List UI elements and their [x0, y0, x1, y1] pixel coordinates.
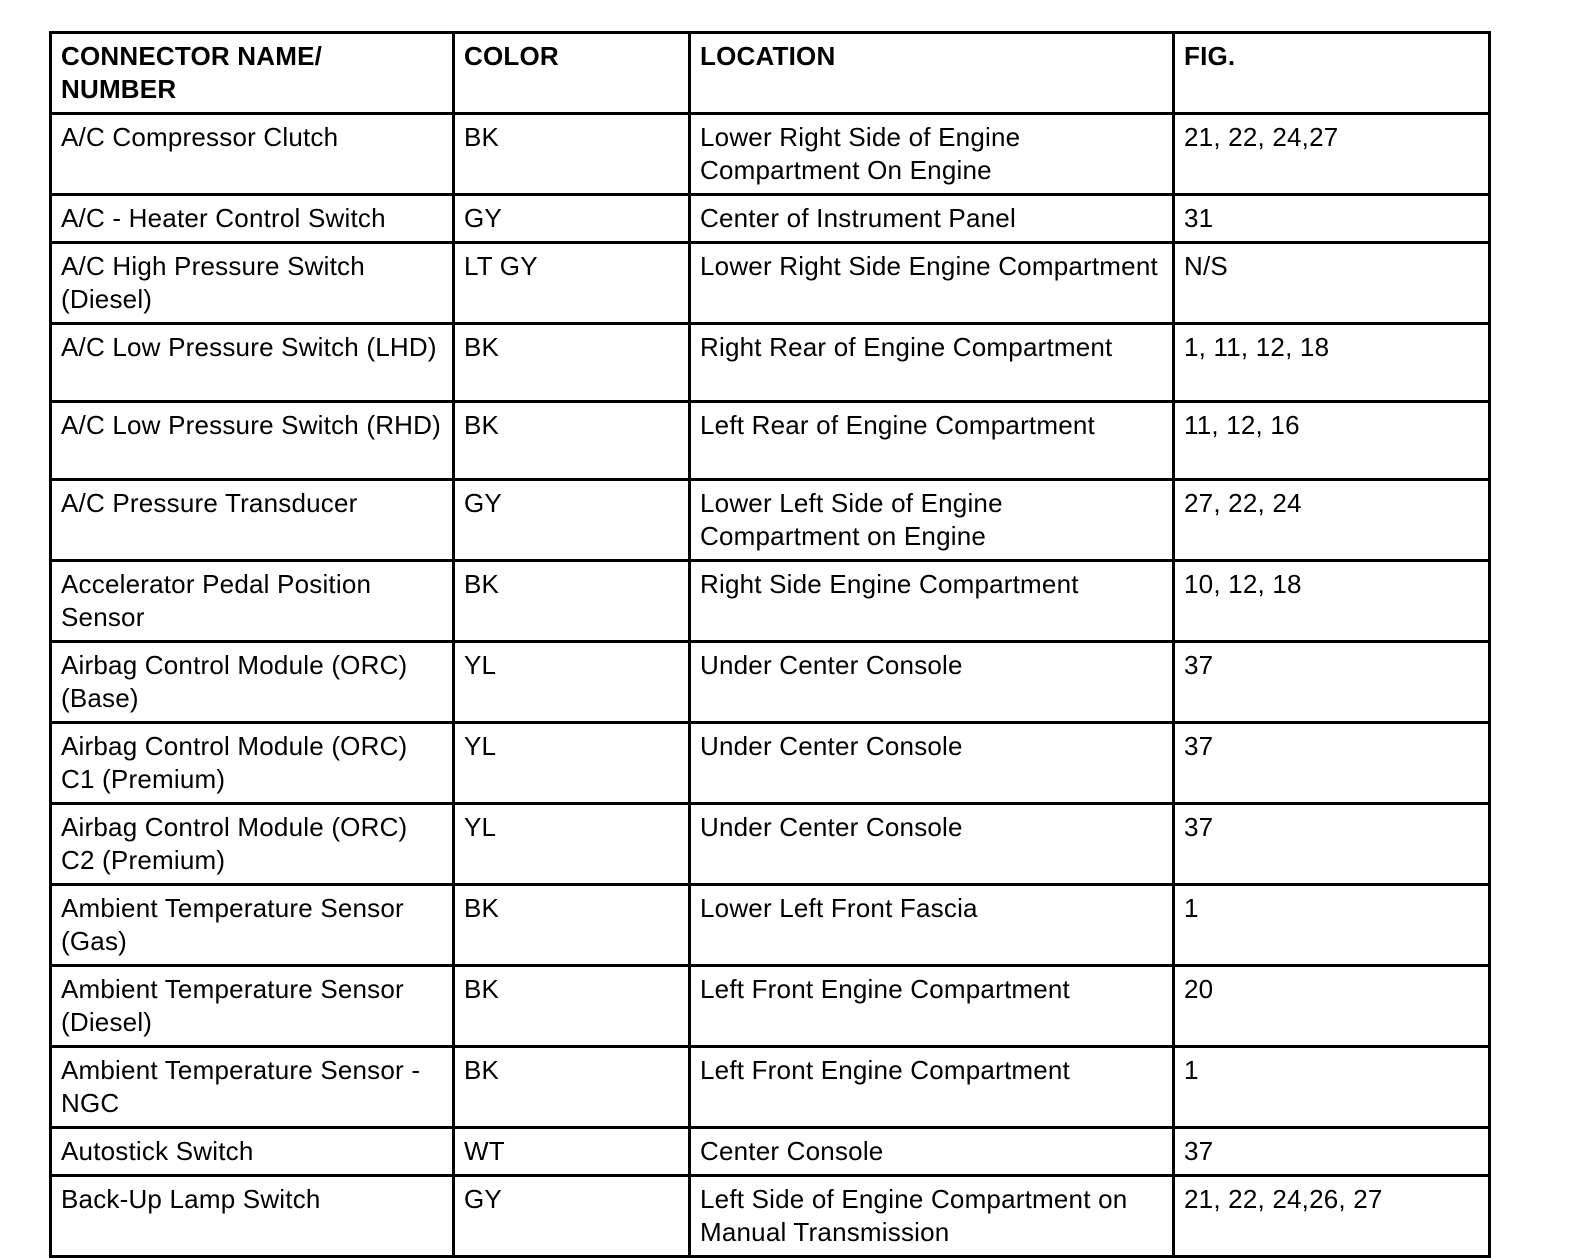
cell-location: Center of Instrument Panel [690, 195, 1174, 243]
cell-color: BK [454, 324, 690, 402]
cell-fig: 21, 22, 24,26, 27 [1174, 1176, 1490, 1257]
cell-color: YL [454, 642, 690, 723]
table-row [51, 480, 1490, 561]
cell-connector-name: Airbag Control Module (ORC) C2 (Premium) [51, 804, 454, 885]
table-row [51, 885, 1490, 966]
cell-color: BK [454, 885, 690, 966]
cell-color: BK [454, 402, 690, 480]
cell-fig: 1 [1174, 1047, 1490, 1128]
cell-color: BK [454, 966, 690, 1047]
cell-fig: N/S [1174, 243, 1490, 324]
table-row [51, 402, 1490, 480]
cell-location: Left Rear of Engine Compartment [690, 402, 1174, 480]
cell-color: BK [454, 1047, 690, 1128]
table-row [51, 1176, 1490, 1257]
header-connector-name: CONNECTOR NAME/ NUMBER [51, 33, 454, 114]
cell-connector-name: Airbag Control Module (ORC) (Base) [51, 642, 454, 723]
cell-color: GY [454, 1176, 690, 1257]
cell-connector-name: Ambient Temperature Sensor (Gas) [51, 885, 454, 966]
cell-fig: 37 [1174, 804, 1490, 885]
cell-connector-name: Ambient Temperature Sensor (Diesel) [51, 966, 454, 1047]
cell-connector-name: A/C - Heater Control Switch [51, 195, 454, 243]
table-row [51, 804, 1490, 885]
cell-fig: 37 [1174, 642, 1490, 723]
cell-location: Lower Left Front Fascia [690, 885, 1174, 966]
cell-color: LT GY [454, 243, 690, 324]
cell-location: Under Center Console [690, 642, 1174, 723]
cell-location: Right Side Engine Compartment [690, 561, 1174, 642]
cell-connector-name: Back-Up Lamp Switch [51, 1176, 454, 1257]
cell-connector-name: Ambient Temperature Sensor - NGC [51, 1047, 454, 1128]
table-row [51, 1047, 1490, 1128]
header-color: COLOR [454, 33, 690, 114]
table-row [51, 195, 1490, 243]
cell-connector-name: Autostick Switch [51, 1128, 454, 1176]
cell-color: WT [454, 1128, 690, 1176]
cell-fig: 20 [1174, 966, 1490, 1047]
table-row [51, 561, 1490, 642]
cell-fig: 1 [1174, 885, 1490, 966]
cell-location: Under Center Console [690, 804, 1174, 885]
table-row [51, 1128, 1490, 1176]
cell-fig: 27, 22, 24 [1174, 480, 1490, 561]
cell-fig: 10, 12, 18 [1174, 561, 1490, 642]
cell-location: Lower Left Side of Engine Compartment on Engine [690, 480, 1174, 561]
table-row [51, 642, 1490, 723]
cell-fig: 1, 11, 12, 18 [1174, 324, 1490, 402]
cell-connector-name: Accelerator Pedal Position Sensor [51, 561, 454, 642]
cell-fig: 21, 22, 24,27 [1174, 114, 1490, 195]
cell-fig: 11, 12, 16 [1174, 402, 1490, 480]
cell-location: Under Center Console [690, 723, 1174, 804]
cell-color: YL [454, 804, 690, 885]
table-row [51, 966, 1490, 1047]
table-row [51, 723, 1490, 804]
table-header-row [51, 33, 1490, 114]
header-fig: FIG. [1174, 33, 1490, 114]
cell-color: GY [454, 480, 690, 561]
cell-location: Left Front Engine Compartment [690, 966, 1174, 1047]
table-row [51, 243, 1490, 324]
cell-fig: 31 [1174, 195, 1490, 243]
cell-connector-name: Airbag Control Module (ORC) C1 (Premium) [51, 723, 454, 804]
cell-connector-name: A/C High Pressure Switch (Diesel) [51, 243, 454, 324]
cell-location: Lower Right Side Engine Compartment [690, 243, 1174, 324]
cell-connector-name: A/C Low Pressure Switch (LHD) [51, 324, 454, 402]
cell-fig: 37 [1174, 1128, 1490, 1176]
header-location: LOCATION [690, 33, 1174, 114]
cell-location: Center Console [690, 1128, 1174, 1176]
cell-color: BK [454, 114, 690, 195]
table-row [51, 114, 1490, 195]
cell-connector-name: A/C Compressor Clutch [51, 114, 454, 195]
table-row [51, 324, 1490, 402]
connector-table [49, 31, 1491, 1258]
cell-connector-name: A/C Low Pressure Switch (RHD) [51, 402, 454, 480]
cell-fig: 37 [1174, 723, 1490, 804]
cell-color: BK [454, 561, 690, 642]
cell-location: Right Rear of Engine Compartment [690, 324, 1174, 402]
cell-location: Left Side of Engine Compartment on Manual Transmission [690, 1176, 1174, 1257]
cell-connector-name: A/C Pressure Transducer [51, 480, 454, 561]
cell-color: YL [454, 723, 690, 804]
cell-color: GY [454, 195, 690, 243]
cell-location: Lower Right Side of Engine Compartment On Engine [690, 114, 1174, 195]
cell-location: Left Front Engine Compartment [690, 1047, 1174, 1128]
